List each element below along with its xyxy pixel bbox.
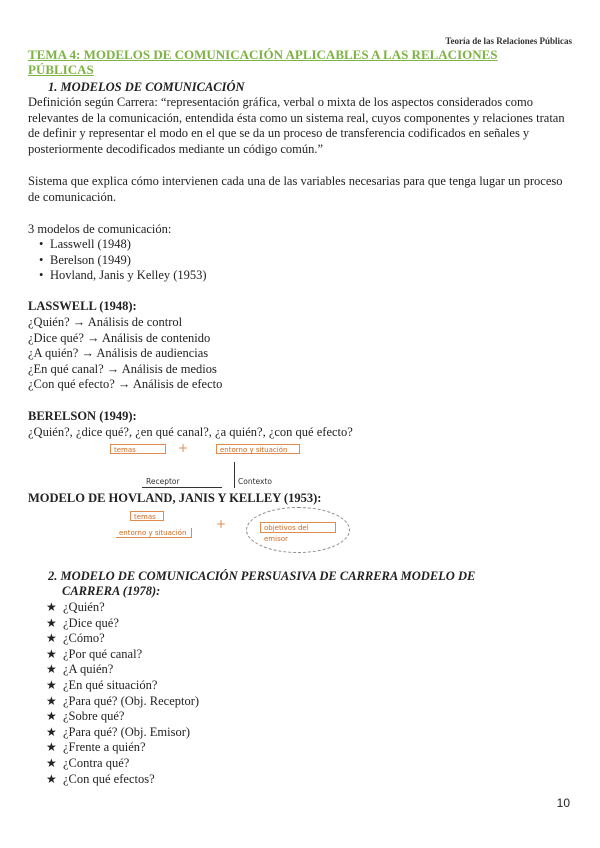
hovland-entorno-box: entorno y situación <box>116 528 192 538</box>
lasswell-line: ¿Dice qué? → Análisis de contenido <box>28 330 211 345</box>
star-icon: ★ <box>46 677 57 692</box>
hovland-heading: MODELO DE HOVLAND, JANIS Y KELLEY (1953): <box>28 491 322 505</box>
list-item: ★ ¿Contra qué? <box>46 755 130 770</box>
star-icon: ★ <box>46 693 57 708</box>
page-number: 10 <box>556 796 570 810</box>
list-item: ★ ¿Para qué? (Obj. Receptor) <box>46 693 200 708</box>
divider-horizontal <box>142 487 222 488</box>
definition-paragraph: Definición según Carrera: “representación gráfica, verbal o mixta de los aspectos considerados como relevantes de la comunicación, entendida ésta como un sistema real, cuyos componentes y relaciones tratan de definir y representar el modo en el que se da un proceso de transferencia codificados en señales y posteriormente decodificados mediante un código común.” <box>28 95 565 156</box>
star-icon: ★ <box>46 615 57 630</box>
star-icon: ★ <box>46 740 57 755</box>
list-item: ★ ¿Frente a quién? <box>46 740 146 755</box>
lasswell-line: ¿A quién? → Análisis de audiencias <box>28 346 209 360</box>
section2-heading <box>48 569 568 599</box>
berelson-receptor-label: Receptor <box>146 477 180 486</box>
berelson-temas-box: temas <box>110 444 166 454</box>
star-icon: ★ <box>46 631 57 646</box>
lasswell-line: ¿En qué canal? → Análisis de medios <box>28 361 217 376</box>
list-item: ★ ¿Quién? <box>46 600 105 614</box>
topic-title: TEMA 4: MODELOS DE COMUNICACIÓN APLICABLES A LAS RELACIONES PÚBLICAS <box>28 47 498 77</box>
hovland-temas-box: temas <box>130 511 164 521</box>
list-item: • Berelson (1949) <box>36 253 207 269</box>
list-item: ★ ¿Con qué efectos? <box>46 771 155 786</box>
models-intro: 3 modelos de comunicación: <box>28 222 172 236</box>
list-item: ★ ¿Por qué canal? <box>46 646 143 661</box>
running-header: Teoría de las Relaciones Públicas <box>445 36 572 46</box>
section1-heading: 1. MODELOS DE COMUNICACIÓN <box>48 80 245 94</box>
plus-icon: + <box>178 441 189 455</box>
lasswell-heading: LASSWELL (1948): <box>28 299 137 313</box>
system-paragraph: Sistema que explica cómo intervienen cada una de las variables necesarias para que tenga lugar un proceso de comunicación. <box>28 174 563 204</box>
star-icon: ★ <box>46 755 57 770</box>
section2-heading-line2: CARRERA (1978): <box>62 584 161 598</box>
list-item: • Hovland, Janis y Kelley (1953) <box>36 268 207 284</box>
lasswell-line: ¿Quién? → Análisis de control <box>28 315 183 329</box>
lasswell-lines <box>28 315 222 393</box>
lasswell-line: ¿Con qué efecto? → Análisis de efecto <box>28 377 223 391</box>
models-list <box>36 237 207 284</box>
star-icon: ★ <box>46 709 57 724</box>
berelson-heading: BERELSON (1949): <box>28 409 137 423</box>
star-icon: ★ <box>46 724 57 739</box>
list-item: ★ ¿En qué situación? <box>46 677 158 692</box>
berelson-entorno-box: entorno y situación <box>216 444 300 454</box>
hovland-objetivos-box: objetivos del emisor <box>260 522 336 533</box>
list-item: • Lasswell (1948) <box>36 237 207 253</box>
star-icon: ★ <box>46 662 57 677</box>
list-item: ★ ¿Dice qué? <box>46 615 119 630</box>
list-item: ★ ¿Para qué? (Obj. Emisor) <box>46 724 191 739</box>
list-item: ★ ¿A quién? <box>46 662 114 677</box>
plus-icon: + <box>216 517 227 531</box>
divider-vertical <box>234 462 235 488</box>
list-item: ★ ¿Cómo? <box>46 631 105 646</box>
star-icon: ★ <box>46 600 57 614</box>
berelson-line: ¿Quién?, ¿dice qué?, ¿en qué canal?, ¿a quién?, ¿con qué efecto? <box>28 425 353 439</box>
star-icon: ★ <box>46 646 57 661</box>
carrera-questions-list <box>46 600 199 787</box>
star-icon: ★ <box>46 771 57 786</box>
section2-heading-line1: 2. MODELO DE COMUNICACIÓN PERSUASIVA DE CARRERA MODELO DE <box>48 569 476 583</box>
berelson-contexto-label: Contexto <box>238 477 272 486</box>
list-item: ★ ¿Sobre qué? <box>46 709 125 724</box>
